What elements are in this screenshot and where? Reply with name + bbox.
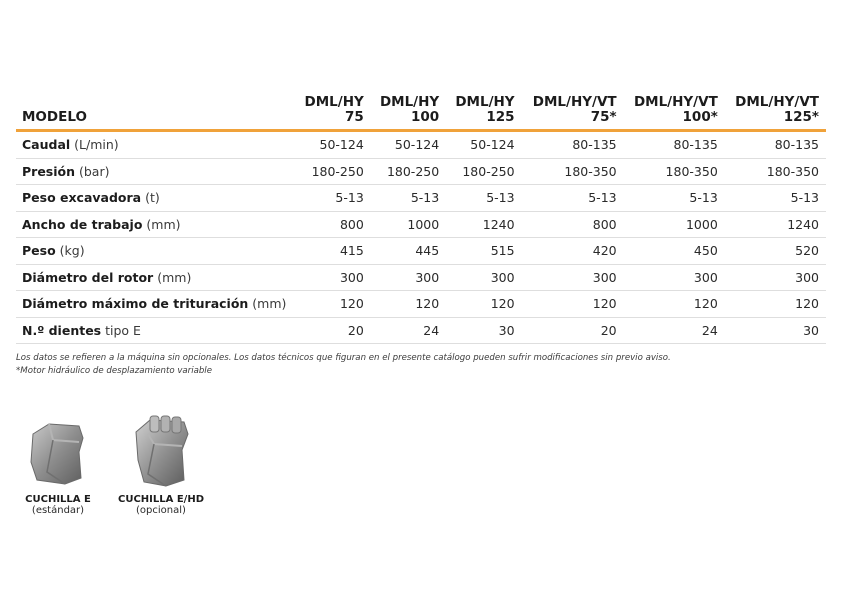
row-unit: tipo E [105,322,141,338]
blade-e-name: CUCHILLA E [25,494,91,505]
row-unit: (kg) [59,243,85,259]
blade-e [10,412,106,517]
row-label [16,211,296,238]
header-label: MODELO [16,89,296,131]
table-cell: 24 [371,317,446,344]
table-cell: 180-250 [446,158,521,185]
table-cell: 30 [725,317,826,344]
table-cell: 50-124 [371,131,446,159]
table-cell: 180-350 [725,158,826,185]
table-cell: 5-13 [725,185,826,212]
table-cell: 120 [624,291,725,318]
row-label [16,131,296,159]
blade-e-hd [113,412,209,517]
row-unit: (L/min) [74,137,119,153]
table-cell: 20 [296,317,371,344]
model-header: DML/HY/VT 75* [522,89,624,131]
row-unit: (t) [145,190,160,206]
blade-e-hd-sub: (opcional) [136,505,186,516]
table-cell: 515 [446,238,521,265]
row-unit: (mm) [157,269,192,285]
row-unit: (bar) [79,163,110,179]
table-cell: 5-13 [522,185,624,212]
row-label-text: Caudal [22,137,71,153]
table-cell: 1240 [446,211,521,238]
table-cell: 520 [725,238,826,265]
table-cell: 5-13 [371,185,446,212]
row-label [16,185,296,212]
table-cell: 180-350 [522,158,624,185]
table-header-row [16,89,826,131]
table-cell: 50-124 [296,131,371,159]
table-cell: 300 [296,264,371,291]
table-row [16,264,826,291]
row-label-text: Peso excavadora [22,190,142,206]
table-cell: 1000 [624,211,725,238]
row-label [16,291,296,318]
motor-note: *Motor hidráulico de desplazamiento variable [16,365,212,376]
row-label-text: N.º dientes [22,322,102,338]
table-cell: 120 [522,291,624,318]
row-label-text: Presión [22,163,76,179]
table-cell: 420 [522,238,624,265]
table-cell: 180-250 [296,158,371,185]
table-cell: 5-13 [296,185,371,212]
row-label-text: Diámetro del rotor [22,269,154,285]
model-header: DML/HY 125 [446,89,521,131]
table-cell: 300 [725,264,826,291]
model-header: DML/HY/VT 125* [725,89,826,131]
table-cell: 80-135 [725,131,826,159]
table-cell: 120 [296,291,371,318]
table-cell: 1000 [371,211,446,238]
table-cell: 450 [624,238,725,265]
table-row [16,211,826,238]
table-cell: 800 [522,211,624,238]
table-cell: 120 [371,291,446,318]
model-header: DML/HY 100 [371,89,446,131]
disclaimer-note: Los datos se refieren a la máquina sin opcionales. Los datos técnicos que figuran en el presente catálogo pueden sufrir modificaciones sin previo aviso. [16,353,671,363]
row-label-text: Ancho de trabajo [22,216,143,232]
table-row [16,185,826,212]
table-row [16,291,826,318]
table-cell: 415 [296,238,371,265]
row-label-text: Diámetro máximo de trituración [22,296,249,312]
blade-e-hd-name: CUCHILLA E/HD [117,494,204,505]
table-row [16,158,826,185]
table-cell: 300 [446,264,521,291]
table-cell: 80-135 [522,131,624,159]
blade-e-icon [23,412,93,490]
table-cell: 120 [446,291,521,318]
model-header: DML/HY 75 [296,89,371,131]
model-header: DML/HY/VT 100* [624,89,725,131]
blade-e-sub: (estándar) [31,505,85,516]
footnotes [16,352,836,377]
table-body [16,131,826,344]
table-cell: 24 [624,317,725,344]
table-cell: 5-13 [446,185,521,212]
row-label [16,158,296,185]
table-cell: 180-350 [624,158,725,185]
table-cell: 80-135 [624,131,725,159]
table-cell: 180-250 [371,158,446,185]
table-cell: 300 [522,264,624,291]
row-label-text: Peso [22,243,56,259]
table-cell: 1240 [725,211,826,238]
row-label [16,317,296,344]
table-cell: 5-13 [624,185,725,212]
table-cell: 120 [725,291,826,318]
spec-table [16,89,826,344]
table-row [16,131,826,159]
table-cell: 50-124 [446,131,521,159]
table-cell: 800 [296,211,371,238]
table-cell: 445 [371,238,446,265]
table-cell: 300 [624,264,725,291]
row-unit: (mm) [146,216,181,232]
row-label [16,264,296,291]
table-row [16,317,826,344]
table-cell: 20 [522,317,624,344]
table-row [16,238,826,265]
blade-e-hd-icon [126,412,196,490]
table-cell: 300 [371,264,446,291]
table-cell: 30 [446,317,521,344]
row-unit: (mm) [252,296,287,312]
row-label [16,238,296,265]
